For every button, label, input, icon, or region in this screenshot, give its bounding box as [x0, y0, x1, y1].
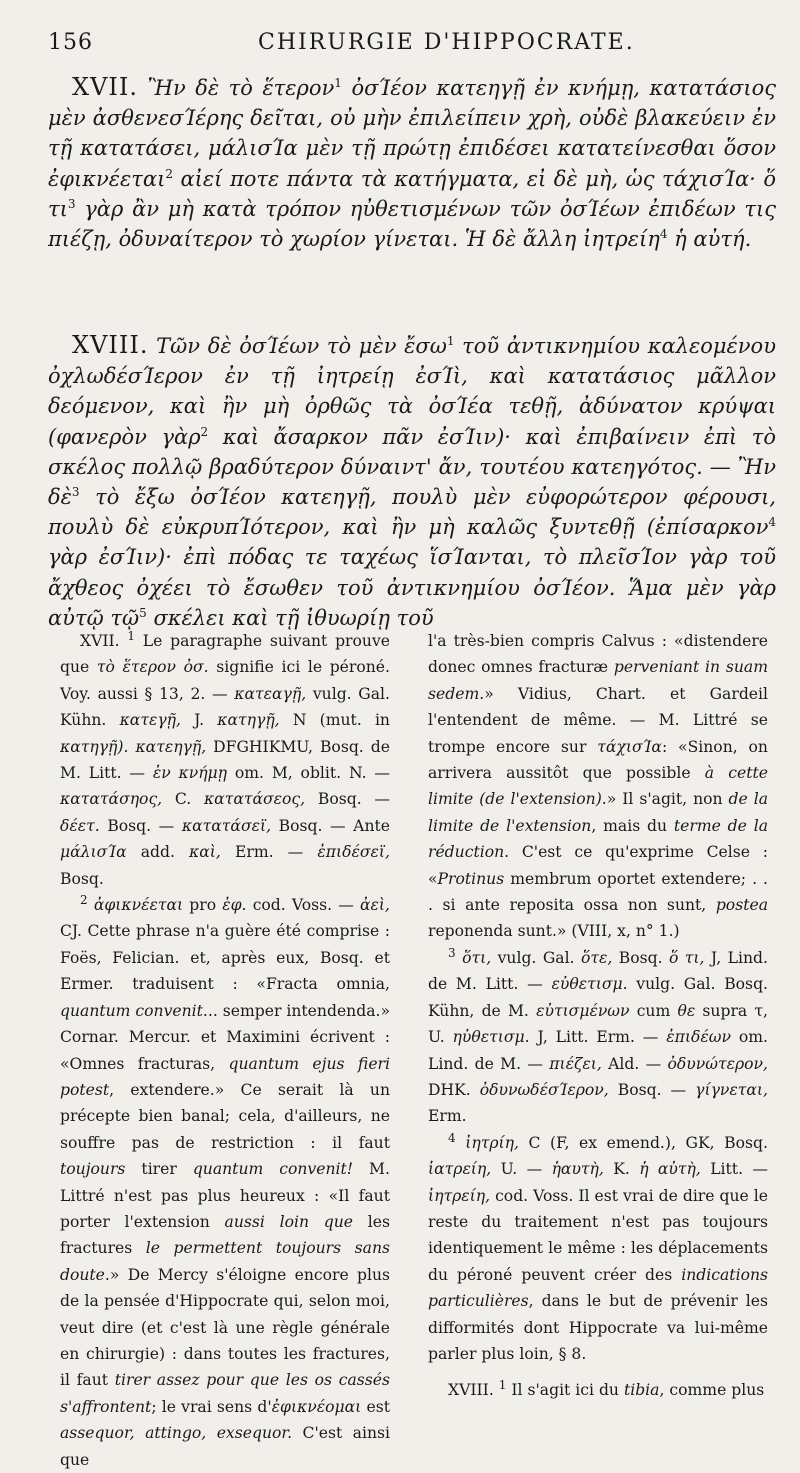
note-ref: 4	[659, 227, 668, 242]
greek-text: Τῶν δὲ ὀσΊέων τὸ μὲν ἔσω	[156, 334, 447, 358]
greek-text: τὸ ἔξω ὀσΊέον κατεηγῇ, πουλὺ μὲν εὐφορώτερον φέρουσι, πουλὺ δὲ εὐκρυπΊότερον, καὶ ἢν μὴ καλῶς ξυντεθῇ (ἐπίσαρκον	[48, 485, 776, 540]
greek-paragraph-xvii	[48, 72, 776, 254]
footnote-xvii-3: $^3$ ὅτι, vulg. Gal. ὅτε, Bosq. ὅ τι, J, Lind. de M. Litt. — εὐθετισμ. vulg. Gal. Bosq. Kühn, de M. εὐτισμένων cum θε supra τ, U. ηὐθετισμ. J, Litt. Erm. — ἐπιδέων om. Lind. de M. — πιέζει, Ald. — ὀδυνώτερον, DHK. ὀδυνωδέσΊερον, Bosq. — γίγνεται, Erm.	[428, 945, 769, 1126]
page-header	[48, 30, 748, 64]
greek-paragraph-xviii	[48, 330, 776, 633]
note-ref: 4	[768, 515, 776, 530]
note-ref: 2	[165, 166, 173, 181]
footnotes-left-column	[60, 628, 390, 1473]
greek-text: σκέλει καὶ τῇ ἰθυωρίῃ τοῦ	[153, 605, 434, 630]
running-title: CHIRURGIE D'HIPPOCRATE.	[258, 30, 635, 55]
greek-text: τοῦ ἀντικνημίου καλεομένου ὀχλωδέσΊερον ἐν τῇ ἰητρείῃ ἐσΊὶ, καὶ κατατάσιος μᾶλλον δεόμενον, καὶ ἢν μὴ ὀρθῶς τὰ ὀσΊέα τεθῇ, ἀδύνατον κρύψαι (φανερὸν γὰρ	[48, 334, 776, 449]
greek-text: ὀσΊέον κατεηγῇ ἐν κνήμῃ, κατατάσιος μὲν ἀσθενεσΊέρης δεῖται, οὐ μὴν ἐπιλείπειν χρὴ, οὐδὲ βλακεύειν ἐν τῇ κατατάσει, μάλισΊα μὲν τῇ πρώτῃ ἐπιδέσει κατατείνεσθαι ὅσον ἐφικνέεται	[48, 76, 776, 191]
greek-text: ἡ αὐτή.	[674, 227, 752, 252]
footnote-xviii-1: XVIII. $^1$ Il s'agit ici du tibia, comme plus	[448, 1378, 765, 1400]
note-ref: 1	[446, 334, 455, 348]
note-ref: 2	[200, 424, 209, 439]
greek-text: αἰεί ποτε πάντα τὰ κατήγματα, εἰ δὲ μὴ, ὡς τάχισΊα· ὅ τι	[48, 166, 776, 221]
greek-text: γὰρ ἂν μὴ κατὰ τρόπον ηὐθετισμένων τῶν ὀσΊέων ἐπιδέων τις πιέζῃ, ὀδυναίτερον τὸ χωρίον γίνεται. Ἡ δὲ ἄλλη ἰητρείη	[48, 196, 776, 252]
footnote-xvii-2: $^2$ ἀφικνέεται pro ἐφ. cod. Voss. — ἀεὶ, CJ. Cette phrase n'a guère été comprise : Foës, Felician. et, après eux, Bosq. et Ermer. traduisent : «Fracta omnia, quantum convenit... semper intendenda.» Cornar. Mercur. et Maximini écrivent : «Omnes fracturas, quantum ejus fieri potest, extendere.» Ce serait là un précepte bien banal; cela, d'ailleurs, ne souffre pas de restriction : il faut toujours tirer quantum convenit! M. Littré n'est pas plus heureux : «Il faut porter l'extension aussi loin que les fractures le permettent toujours sans doute.» De Mercy s'éloigne encore plus de la pensée d'Hippocrate qui, selon moi, veut dire (et c'est là une règle générale en chirurgie) : dans toutes les fractures, il faut tirer assez pour que les os cassés s'affrontent; le vrai sens d'ἐφικνέομαι est assequor, attingo, exsequor. C'est ainsi que	[60, 892, 391, 1469]
note-ref: 3	[67, 196, 76, 211]
note-ref: 5	[139, 605, 147, 620]
note-ref: 3	[71, 485, 80, 500]
greek-text: γὰρ ἐσΊιν)· ἐπὶ πόδας τε ταχέως ἵσΊανται, τὸ πλεῖσΊον γὰρ τοῦ ἄχθεος ὀχέει τὸ ἔσωθεν τοῦ ἀντικνημίου ὀσΊέον. Ἅμα μὲν γὰρ αὐτῷ τῷ	[48, 545, 776, 630]
note-ref: 1	[334, 76, 342, 90]
section-number: XVII.	[72, 73, 139, 101]
footnotes-right-column	[428, 628, 768, 1404]
footnote-xvii-1: XVII. $^1$ Le paragraphe suivant prouve que τὸ ἕτερον ὀσ. signifie ici le péroné. Voy. aussi § 13, 2. — κατεαγῇ, vulg. Gal. Kühn. κατεγῇ, J. κατηγῇ, N (mut. in κατηγῇ). κατεηγῇ, DFGHIKMU, Bosq. de M. Litt. — ἐν κνήμῃ om. M, oblit. N. — κατατάσηος, C. κατατάσεος, Bosq. — δέετ. Bosq. — κατατάσεϊ, Bosq. — Ante μάλισΊα add. καὶ, Erm. — ἐπιδέσεϊ, Bosq.	[60, 628, 390, 888]
greek-text: Ἢν δὲ τὸ ἕτερον	[147, 76, 335, 100]
footnote-xvii-4: $^4$ ἰητρίη, C (F, ex emend.), GK, Bosq. ἰατρείη, U. — ἡαυτὴ, K. ἡ αὐτὴ, Litt. — ἰητρείη, cod. Voss. Il est vrai de dire que le reste du traitement n'est pas toujours identiquement le même : les déplacements du péroné peuvent créer des indications particulières, dans le but de prévenir les difformités dont Hippocrate va lui-même parler plus loin, § 8.	[428, 1130, 768, 1363]
greek-text: καὶ ἄσαρκον πᾶν ἐσΊιν)· καὶ ἐπιβαίνειν ἐπὶ τὸ σκέλος πολλῷ βραδύτερον δύναιντ' ἄν, τουτέου κατεηγότος. — Ἢν δὲ	[48, 424, 776, 510]
section-number: XVIII.	[72, 331, 149, 359]
footnote-xvii-2-continued: l'a très-bien compris Calvus : «distendere donec omnes fracturæ perveniant in suam sedem.» Vidius, Chart. et Gardeil l'entendent de même. — M. Littré se trompe encore sur τάχισΊα: «Sinon, on arrivera aussitôt que possible à cette limite (de l'extension).» Il s'agit, non de la limite de l'extension, mais du terme de la réduction. C'est ce qu'exprime Celse : «Protinus membrum oportet extendere; . . . si ante reposita ossa non sunt, postea reponenda sunt.» (VIII, x, n° 1.)	[428, 632, 768, 941]
page-number: 156	[48, 30, 93, 55]
